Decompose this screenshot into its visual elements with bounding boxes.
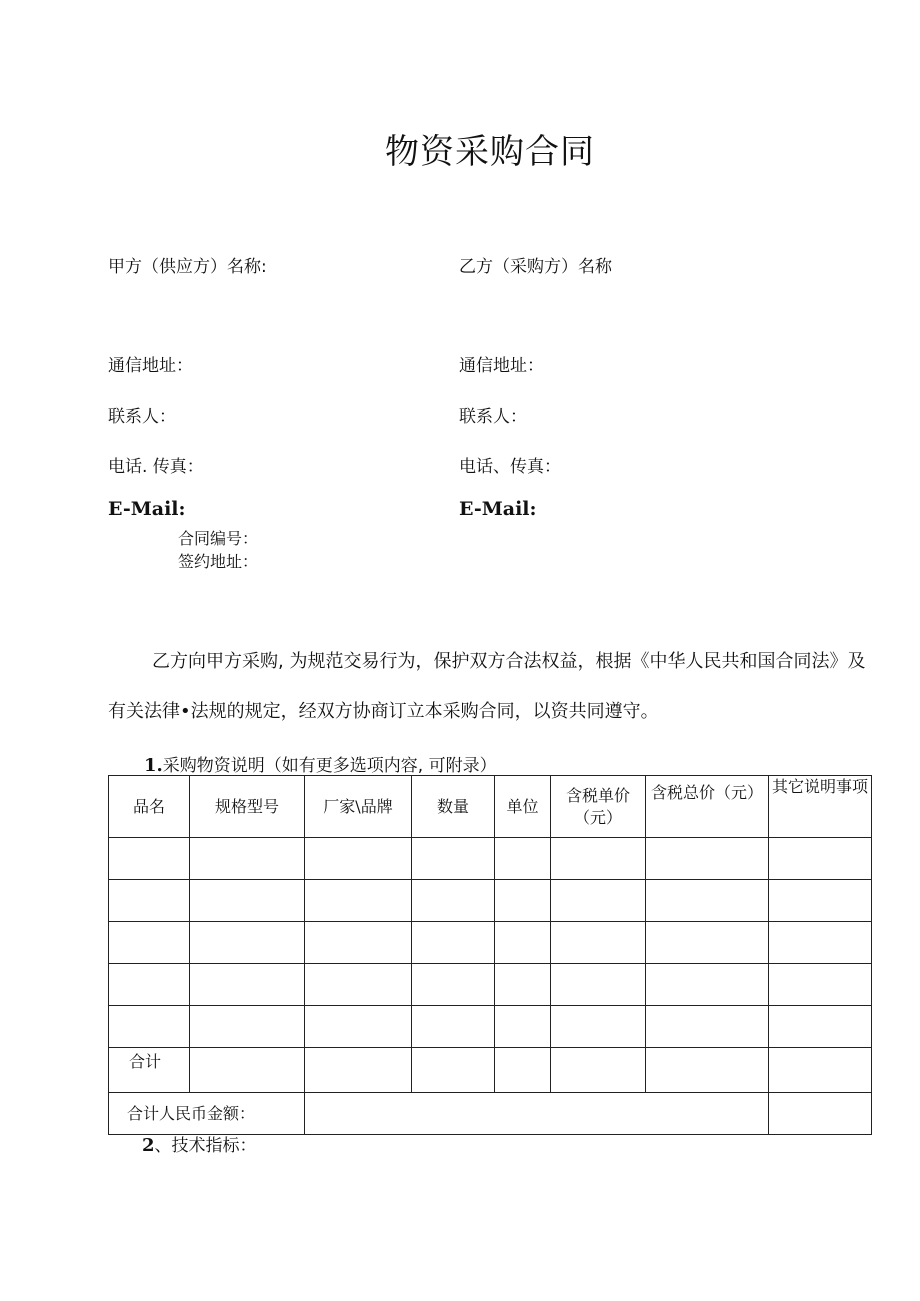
table-cell[interactable] [646,880,769,922]
party-b-email-label: E-Mail: [459,498,537,520]
table-cell[interactable] [769,1048,872,1093]
table-row [109,922,872,964]
table-cell[interactable] [769,922,872,964]
header-cell: 数量 [412,776,495,838]
table-cell[interactable] [551,1006,646,1048]
total-label: 合计 [109,1048,190,1093]
rmb-amount-cell[interactable] [305,1093,769,1135]
table-row [109,838,872,880]
table-header-row [109,776,872,838]
total-row [109,1048,872,1093]
table-row [109,880,872,922]
section-1-number: 1. [144,755,163,776]
table-cell[interactable] [305,964,412,1006]
table-cell[interactable] [109,964,190,1006]
table-cell[interactable] [305,1006,412,1048]
party-b-phone-label: 电话、传真： [459,457,561,477]
rmb-total-label: 合计人民币金额： [109,1093,305,1135]
table-cell[interactable] [412,964,495,1006]
table-cell[interactable] [769,1093,872,1135]
section-2-heading [142,1131,257,1156]
table-cell[interactable] [495,1048,551,1093]
table-cell[interactable] [646,964,769,1006]
section-1-heading [144,751,497,776]
party-a-email-label: E-Mail: [108,498,186,520]
table-cell[interactable] [769,880,872,922]
party-b-name-label: 乙方（采购方）名称 [459,257,612,277]
header-cell: 含税总价（元） [646,776,769,838]
table-cell[interactable] [646,1006,769,1048]
table-cell[interactable] [412,1048,495,1093]
table-cell[interactable] [646,838,769,880]
party-a-name-label: 甲方（供应方）名称: [108,257,267,277]
table-cell[interactable] [109,880,190,922]
header-cell: 其它说明事项 [769,776,872,838]
document-title: 物资采购合同 [385,132,595,172]
table-cell[interactable] [769,838,872,880]
table-cell[interactable] [109,1006,190,1048]
sign-place-label: 签约地址： [178,552,259,571]
table-cell[interactable] [109,922,190,964]
table-cell[interactable] [551,964,646,1006]
table-cell[interactable] [646,922,769,964]
section-2-number: 2 [142,1135,155,1156]
section-1-text: 采购物资说明（如有更多选项内容, 可附录） [162,756,497,776]
table-cell[interactable] [495,838,551,880]
table-cell[interactable] [769,964,872,1006]
table-cell[interactable] [305,880,412,922]
table-cell[interactable] [190,922,305,964]
contract-number-label: 合同编号： [178,529,259,548]
header-cell: 品名 [109,776,190,838]
table-cell[interactable] [190,1006,305,1048]
table-row [109,1006,872,1048]
table-cell[interactable] [495,880,551,922]
table-cell[interactable] [412,838,495,880]
table-row [109,964,872,1006]
table-cell[interactable] [190,838,305,880]
header-cell: 含税单价（元） [551,776,646,838]
table-cell[interactable] [412,1006,495,1048]
table-cell[interactable] [190,1048,305,1093]
table-cell[interactable] [412,922,495,964]
party-b-contact-label: 联系人： [459,407,527,427]
table-cell[interactable] [551,1048,646,1093]
party-a-address-label: 通信地址： [108,356,193,376]
section-2-text: 、技术指标： [154,1136,257,1156]
party-b-address-label: 通信地址： [459,356,544,376]
header-cell: 厂家\品牌 [305,776,412,838]
intro-paragraph: 乙方向甲方采购, 为规范交易行为，保护双方合法权益，根据《中华人民共和国合同法》及有关法律•法规的规定，经双方协商订立本采购合同，以资共同遵守。 [108,651,866,722]
table-cell[interactable] [769,1006,872,1048]
party-a-phone-label: 电话. 传真： [108,457,204,477]
table-cell[interactable] [495,964,551,1006]
party-a-contact-label: 联系人： [108,407,176,427]
table-cell[interactable] [305,838,412,880]
table-cell[interactable] [305,922,412,964]
table-cell[interactable] [551,922,646,964]
table-cell[interactable] [190,880,305,922]
header-cell: 规格型号 [190,776,305,838]
table-cell[interactable] [495,922,551,964]
header-cell: 单位 [495,776,551,838]
table-cell[interactable] [646,1048,769,1093]
materials-table [108,775,872,1135]
table-cell[interactable] [495,1006,551,1048]
rmb-total-row [109,1093,872,1135]
table-cell[interactable] [551,880,646,922]
table-cell[interactable] [551,838,646,880]
table-cell[interactable] [190,964,305,1006]
table-cell[interactable] [109,838,190,880]
table-cell[interactable] [412,880,495,922]
table-cell[interactable] [305,1048,412,1093]
